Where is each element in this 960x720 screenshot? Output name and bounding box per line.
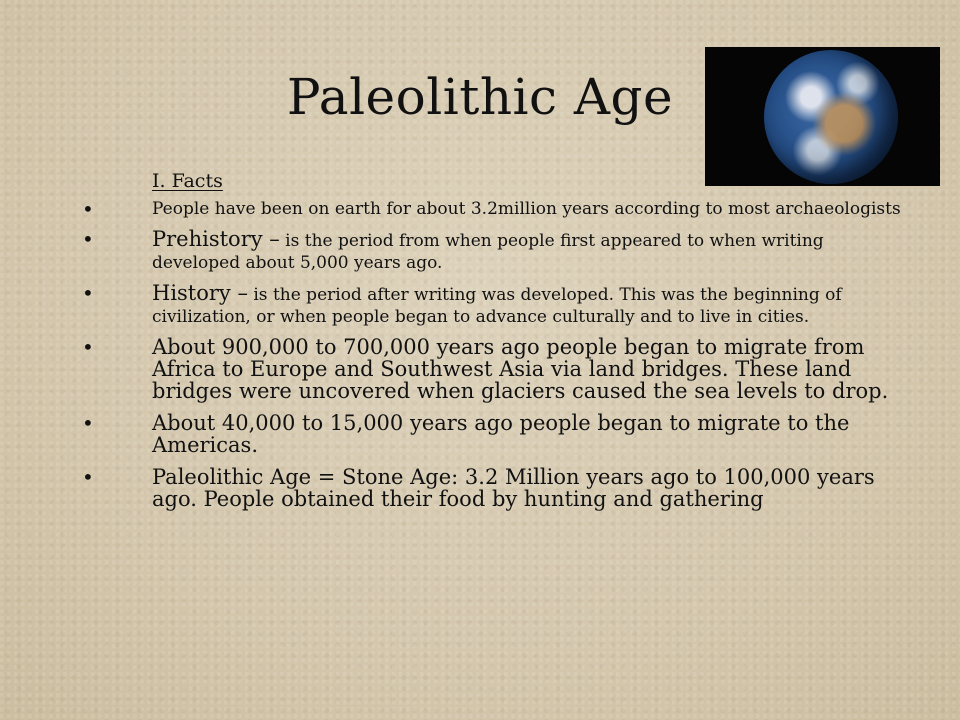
bullet-term: History –	[152, 281, 248, 305]
bullet-dot-icon: •	[82, 411, 94, 435]
list-item	[60, 282, 910, 326]
section-heading: I. Facts	[152, 170, 223, 192]
list-item	[60, 466, 910, 510]
bullet-dot-icon: •	[82, 197, 94, 221]
bullet-text: People have been on earth for about 3.2million years according to most archaeologists	[152, 199, 901, 219]
bullet-text: About 900,000 to 700,000 years ago people began to migrate from Africa to Europe and Southwest Asia via land bridges. These land bridges were uncovered when glaciers caused the sea levels to drop.	[152, 335, 889, 403]
bullet-dot-icon: •	[82, 335, 94, 359]
slide-title: Paleolithic Age	[286, 68, 674, 126]
bullet-text: is the period from when people first appeared to when writing developed about 5,000 years ago.	[152, 231, 824, 273]
bullet-dot-icon: •	[82, 281, 94, 305]
earth-globe-icon	[764, 50, 898, 184]
earth-image	[705, 47, 940, 186]
list-item	[60, 336, 910, 402]
bullet-text: About 40,000 to 15,000 years ago people began to migrate to the Americas.	[152, 411, 850, 457]
bullet-dot-icon: •	[82, 465, 94, 489]
bullet-dot-icon: •	[82, 227, 94, 251]
bullet-text: Paleolithic Age = Stone Age: 3.2 Million years ago to 100,000 years ago. People obtained their food by hunting and gathering	[152, 465, 875, 511]
bullet-list	[60, 197, 910, 520]
list-item	[60, 228, 910, 272]
bullet-text: is the period after writing was developed. This was the beginning of civilization, or when people began to advance culturally and to live in cities.	[152, 285, 842, 327]
list-item	[60, 412, 910, 456]
bullet-term: Prehistory –	[152, 227, 280, 251]
list-item	[60, 197, 910, 221]
